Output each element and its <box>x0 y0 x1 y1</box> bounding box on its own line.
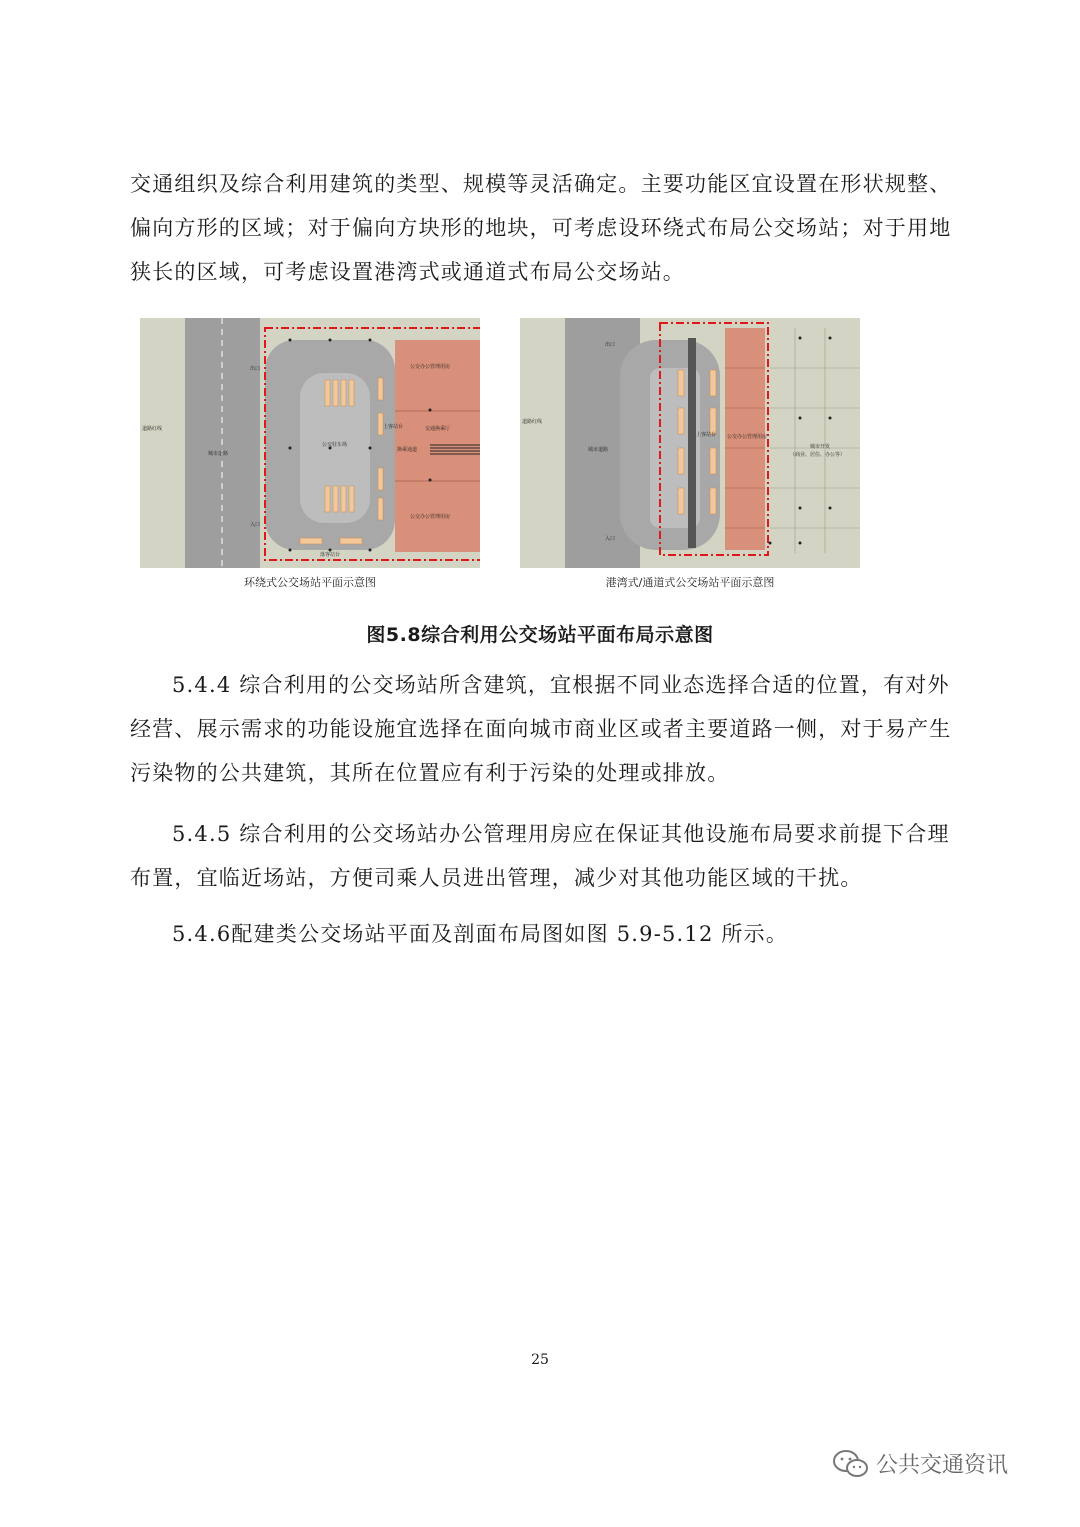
page-number: 25 <box>531 1352 549 1368</box>
city-dev-label: 城市开发 <box>810 444 831 450</box>
exit-label: 出口 <box>605 342 616 348</box>
wechat-icon <box>832 1449 870 1479</box>
bus-parking-label: 公交驻车场 <box>322 442 348 448</box>
transfer-hall-label: 交通换乘厅 <box>425 426 451 432</box>
entrance-label: 入口 <box>250 522 261 528</box>
exit-label: 出口 <box>250 366 261 372</box>
road-redline-label: 道路红线 <box>522 419 543 425</box>
city-dev-sub-label: （商业、居住、办公等） <box>790 452 846 458</box>
section-5-4-6: 5.4.6配建类公交场站平面及剖面布局图如图 5.9-5.12 所示。 <box>172 922 789 946</box>
alighting-label: 落客站台 <box>320 552 341 558</box>
city-road-label: 城市道路 <box>208 451 229 457</box>
office-building <box>395 340 480 552</box>
bay-layout-subcaption: 港湾式/通道式公交场站平面示意图 <box>605 576 775 589</box>
figure-caption: 图5.8综合利用公交场站平面布局示意图 <box>366 624 714 646</box>
ring-layout-subcaption: 环绕式公交场站平面示意图 <box>244 576 376 589</box>
boarding-label: 上客站台 <box>696 432 717 438</box>
office-bottom-label: 公交办公管理用房 <box>410 514 451 520</box>
bay-layout-diagram <box>520 318 860 568</box>
boarding-label: 上客站台 <box>383 424 404 430</box>
city-road-label: 城市道路 <box>588 447 609 453</box>
crosswalk <box>688 338 696 548</box>
road-redline-label: 道路红线 <box>142 426 163 432</box>
intro-paragraph: 交通组织及综合利用建筑的类型、规模等灵活确定。主要功能区宜设置在形状规整、偏向方形的区域；对于偏向方块形的地块，可考虑设环绕式布局公交场站；对于用地狭长的区域，可考虑设置港湾式或通道式布局公交场站。 <box>130 172 952 284</box>
section-5-4-5: 5.4.5 综合利用的公交场站办公管理用房应在保证其他设施布局要求前提下合理布置，宜临近场站，方便司乘人员进出管理，减少对其他功能区域的干扰。 <box>130 822 950 890</box>
office-label: 公交办公管理用房 <box>727 434 768 440</box>
figure-ring-layout <box>140 318 480 590</box>
ring-layout-diagram <box>140 318 480 568</box>
section-5-4-4: 5.4.4 综合利用的公交场站所含建筑，宜根据不同业态选择合适的位置，有对外经营、展示需求的功能设施宜选择在面向城市商业区或者主要道路一侧，对于易产生污染物的公共建筑，其所在位置应有利于污染的处理或排放。 <box>130 673 952 785</box>
watermark-text: 公共交通资讯 <box>876 1453 1009 1478</box>
transfer-channel-label: 换乘通道 <box>397 447 418 453</box>
entrance-label: 入口 <box>605 536 616 542</box>
office-top-label: 公交办公管理用房 <box>410 364 451 370</box>
watermark <box>832 1448 1008 1479</box>
figure-bay-layout <box>520 318 860 590</box>
